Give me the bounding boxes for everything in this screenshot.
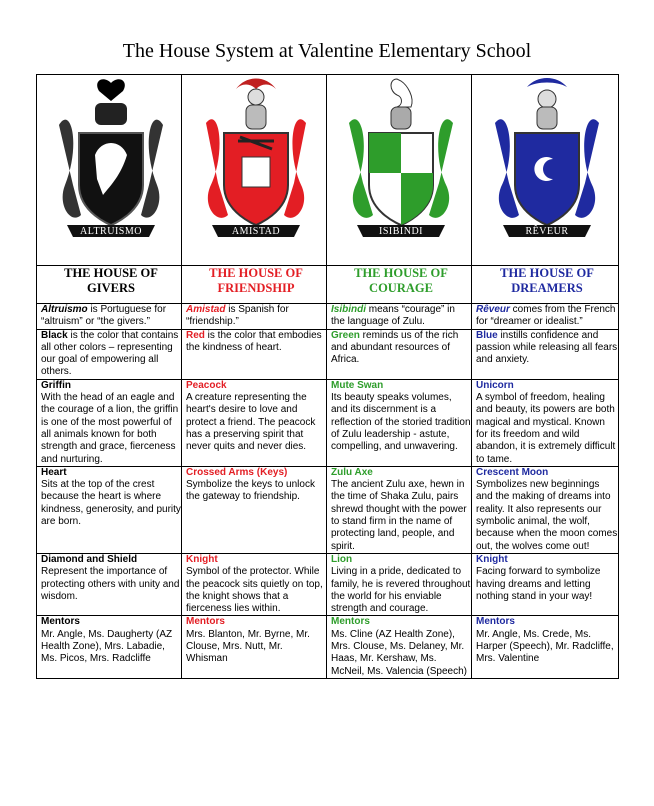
house-header-line1: THE HOUSE OF [209, 266, 303, 280]
term: Crossed Arms (Keys) [186, 466, 288, 478]
crest-motto-givers: ALTRUISMO [80, 226, 142, 237]
color-cell-friendship [182, 329, 327, 379]
desc: Mrs. Blanton, Mr. Byrne, Mr. Clouse, Mrs. Nutt, Mr. Whisman [186, 628, 310, 665]
crest-courage-cell [327, 75, 472, 266]
desc: is Portuguese for “altruism” or “the givers.” [41, 304, 167, 328]
house-header-line2: GIVERS [87, 281, 135, 295]
desc: Its beauty speaks volumes, and its discernment is a reflection of the storied tradition of Zulu leadership - astute, compelling, and unwavering. [331, 392, 471, 453]
emblem-cell-courage [327, 466, 472, 553]
desc: means “courage” in the language of Zulu. [331, 304, 455, 328]
griffin-crest-icon [51, 75, 171, 253]
term: Diamond and Shield [41, 553, 138, 565]
house-header-line2: COURAGE [369, 281, 433, 295]
desc: instills confidence and passion while releasing all fears and anxiety. [476, 329, 618, 366]
desc: comes from the French for “dreamer or idealist.” [476, 304, 616, 328]
term: Amistad [186, 304, 226, 315]
house-header-line1: THE HOUSE OF [64, 266, 158, 280]
desc: Facing forward to symbolize having dreams and letting nothing stand in your way! [476, 566, 601, 602]
crest-motto-courage: ISIBINDI [379, 226, 423, 237]
emblem-cell-givers [37, 466, 182, 553]
name-row [37, 304, 619, 330]
crest-motto-dreamers: RÊVEUR [525, 226, 569, 237]
desc: Symbol of the protector. While the peacock sits quietly on top, the knight shows that a fierceness lies within. [186, 566, 323, 615]
mentors-row [37, 616, 619, 678]
desc: is Spanish for “friendship.” [186, 304, 289, 328]
name-cell-givers [37, 304, 182, 330]
crest-motto-friendship: AMISTAD [231, 226, 281, 237]
symbol-cell-dreamers [472, 553, 619, 615]
house-header-line1: THE HOUSE OF [354, 266, 448, 280]
term: Mentors [186, 616, 225, 628]
crest-friendship-cell [182, 75, 327, 266]
house-header-dreamers [472, 266, 619, 304]
term: Green [331, 329, 360, 341]
creature-cell-dreamers [472, 379, 619, 466]
swan-crest-icon [341, 75, 461, 253]
emblem-cell-dreamers [472, 466, 619, 553]
term: Mute Swan [331, 379, 384, 391]
creature-cell-givers [37, 379, 182, 466]
term: Zulu Axe [331, 466, 373, 478]
symbol-cell-courage [327, 553, 472, 615]
term: Mentors [476, 616, 515, 628]
house-header-line2: FRIENDSHIP [217, 281, 295, 295]
term: Griffin [41, 379, 71, 391]
color-cell-courage [327, 329, 472, 379]
mentors-cell-givers [37, 616, 182, 678]
page-title: The House System at Valentine Elementary School [122, 40, 532, 62]
symbol-cell-friendship [182, 553, 327, 615]
creature-cell-friendship [182, 379, 327, 466]
name-cell-courage [327, 304, 472, 330]
house-table [36, 74, 619, 679]
mentors-cell-courage [327, 616, 472, 678]
color-cell-dreamers [472, 329, 619, 379]
mentors-cell-friendship [182, 616, 327, 678]
name-cell-dreamers [472, 304, 619, 330]
term: Mentors [41, 616, 80, 628]
term: Blue [476, 329, 498, 341]
term: Red [186, 329, 205, 341]
peacock-crest-icon [196, 75, 316, 253]
term: Knight [476, 553, 508, 565]
desc: Symbolizes new beginnings and the making of dreams into reality. It also represents our symbolic animal, the wolf, because when the moon comes out, the wolves come out! [476, 479, 618, 552]
desc: With the head of an eagle and the courage of a lion, the griffin is one of the most powerful of all animals known for both strength and grace, fierceness and nurturing. [41, 392, 179, 465]
term: Altruismo [41, 304, 88, 315]
term: Black [41, 329, 68, 341]
term: Rêveur [476, 304, 510, 315]
desc: Symbolize the keys to unlock the gateway to friendship. [186, 479, 315, 503]
term: Isibindi [331, 304, 366, 315]
symbol-cell-givers [37, 553, 182, 615]
desc: Mr. Angle, Ms. Crede, Ms. Harper (Speech), Mr. Radcliffe, Mrs. Valentine [476, 628, 614, 665]
crest-dreamers-cell [472, 75, 619, 266]
house-header-friendship [182, 266, 327, 304]
name-cell-friendship [182, 304, 327, 330]
desc: The ancient Zulu axe, hewn in the time of Shaka Zulu, pairs shrewd thought with the power to stand firm in the name of protecting land, people, and spirit. [331, 479, 467, 552]
house-header-line1: THE HOUSE OF [500, 266, 594, 280]
desc: A symbol of freedom, healing and beauty, its powers are both magical and mystical. Known for its freedom and wild abandon, it is extremely difficult to tame. [476, 392, 616, 465]
house-header-givers [37, 266, 182, 304]
desc: Represent the importance of protecting others with unity and wisdom. [41, 566, 180, 602]
creature-row [37, 379, 619, 466]
term: Unicorn [476, 379, 514, 391]
creature-cell-courage [327, 379, 472, 466]
color-row [37, 329, 619, 379]
mentors-cell-dreamers [472, 616, 619, 678]
desc: Mr. Angle, Ms. Daugherty (AZ Health Zone), Mrs. Labadie, Ms. Picos, Mrs. Radcliffe [41, 628, 173, 665]
color-cell-givers [37, 329, 182, 379]
symbol-row [37, 553, 619, 615]
crest-givers-cell [37, 75, 182, 266]
emblem-row [37, 466, 619, 553]
desc: Sits at the top of the crest because the heart is where kindness, generosity, and purity are born. [41, 479, 181, 528]
house-header-line2: DREAMERS [511, 281, 583, 295]
emblem-cell-friendship [182, 466, 327, 553]
desc: is the color that contains all other colors – representing our goal of empowering all others. [41, 329, 179, 378]
desc: Ms. Cline (AZ Health Zone), Mrs. Clouse, Ms. Delaney, Mr. Haas, Mr. Kershaw, Ms. McNeil, Ms. Valencia (Speech) [331, 628, 467, 677]
desc: is the color that embodies the kindness of heart. [186, 329, 322, 353]
term: Mentors [331, 616, 370, 628]
crest-row [37, 75, 619, 266]
term: Crescent Moon [476, 466, 549, 478]
house-header-courage [327, 266, 472, 304]
term: Lion [331, 553, 353, 565]
desc: A creature representing the heart's desire to love and protect a friend. The peacock has a preserving spirit that never quits and never dies. [186, 392, 316, 453]
house-header-row [37, 266, 619, 304]
term: Peacock [186, 379, 227, 391]
term: Heart [41, 466, 67, 478]
unicorn-crest-icon [487, 75, 607, 253]
desc: Living in a pride, dedicated to family, he is revered throughout the world for his enviable strength and courage. [331, 566, 471, 615]
desc: reminds us of the rich and abundant resources of Africa. [331, 329, 459, 366]
term: Knight [186, 553, 218, 565]
